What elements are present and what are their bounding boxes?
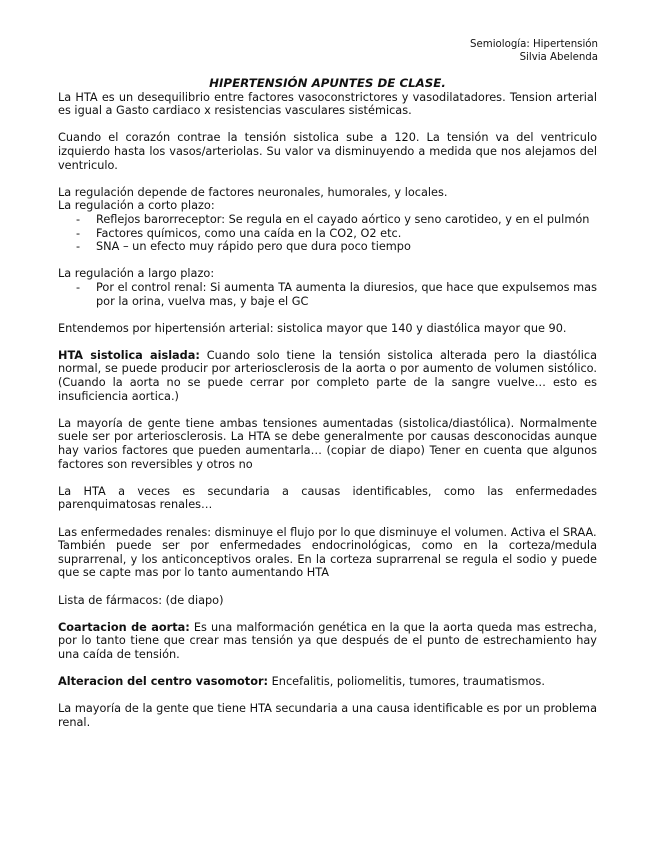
- paragraph-secondary: La HTA a veces es secundaria a causas identificables, como las enfermedades parenquimatosas renales…: [58, 484, 597, 512]
- term-label: Coartacion de aorta:: [58, 620, 190, 634]
- paragraph-conclusion: La mayoría de la gente que tiene HTA secundaria a una causa identificable es por un problema renal.: [58, 702, 597, 729]
- paragraph-long-term: La regulación a largo plazo:: [58, 267, 215, 281]
- short-term-list: [58, 213, 597, 254]
- list-item: - Por el control renal: Si aumenta TA aumenta la diuresios, que hace que expulsemos mas por la orina, vuelva mas, y baje el GC: [76, 280, 597, 308]
- paragraph-hta-definition: Entendemos por hipertensión arterial: sistolica mayor que 140 y diastólica mayor que 90.: [58, 321, 567, 335]
- paragraph-coarctation: Coartacion de aorta: Es una malformación genética en la que la aorta queda mas estrecha, por lo tanto tiene que crear mas tensión ya que después de el punto de estrechamiento hay una caída de tensión.: [58, 620, 597, 661]
- paragraph-endocrine: También puede ser por enfermedades endocrinológicas, como en la corteza/medula suprarrenal, y los anticonceptivos orales. En la corteza suprarrenal se regula el sodio y puede que se capte mas por lo tanto aumentando HTA: [58, 539, 597, 580]
- paragraph-isolated-systolic: HTA sistolica aislada: Cuando solo tiene la tensión sistolica alterada pero la diastólica normal, se puede producir por arteriosclerosis de la aorta o por aumento de volumen sistólico. (Cuando la aorta no se puede cerrar por completo parte de la sangre vuelve… esto es insuficiencia aortica.): [58, 348, 597, 403]
- long-term-list: [58, 281, 597, 308]
- document-title: HIPERTENSIÓN APUNTES DE CLASE.: [209, 76, 446, 90]
- paragraph-definition: La HTA es un desequilibrio entre factores vasoconstrictores y vasodilatadores. Tension arterial es igual a Gasto cardiaco x resistencias vasculares sistémicas.: [58, 90, 597, 118]
- paragraph-regulation: La regulación depende de factores neuronales, humorales, y locales.: [58, 185, 448, 199]
- term-label: HTA sistolica aislada:: [58, 348, 200, 362]
- list-item: - Reflejos barorreceptor: Se regula en el cayado aórtico y seno carotideo, y en el pulmón: [76, 212, 590, 226]
- paragraph-short-term: La regulación a corto plazo:: [58, 199, 215, 213]
- paragraph-drugs: Lista de fármacos: (de diapo): [58, 593, 224, 607]
- header-subject: Semiología: Hipertensión: [470, 39, 598, 50]
- paragraph-vasomotor: Alteracion del centro vasomotor: Encefalitis, poliomelitis, tumores, traumatismos.: [58, 675, 545, 689]
- paragraph-renal: Las enfermedades renales: disminuye el flujo por lo que disminuye el volumen. Activa el SRAA.: [58, 525, 597, 539]
- term-label: Alteracion del centro vasomotor:: [58, 675, 269, 689]
- list-item: - SNA – un efecto muy rápido pero que dura poco tiempo: [76, 240, 411, 254]
- paragraph-both-tensions: La mayoría de gente tiene ambas tensiones aumentadas (sistolica/diastólica). Normalmente suele ser por arteriosclerosis. La HTA se debe generalmente por causas desconocidas aunque hay varios factores que pueden aumentarla… (copiar de diapo) Tener en cuenta que algunos factores son reversibles y otros no: [58, 416, 597, 471]
- header-author: Silvia Abelenda: [519, 52, 598, 63]
- paragraph-systolic: Cuando el corazón contrae la tensión sistolica sube a 120. La tensión va del ventriculo izquierdo hasta los vasos/arteriolas. Su valor va disminuyendo a medida que nos alejamos del ventriculo.: [58, 131, 597, 172]
- list-item: - Factores químicos, como una caída en la CO2, O2 etc.: [76, 226, 402, 240]
- document-body: [58, 77, 597, 730]
- page-header: [470, 38, 598, 64]
